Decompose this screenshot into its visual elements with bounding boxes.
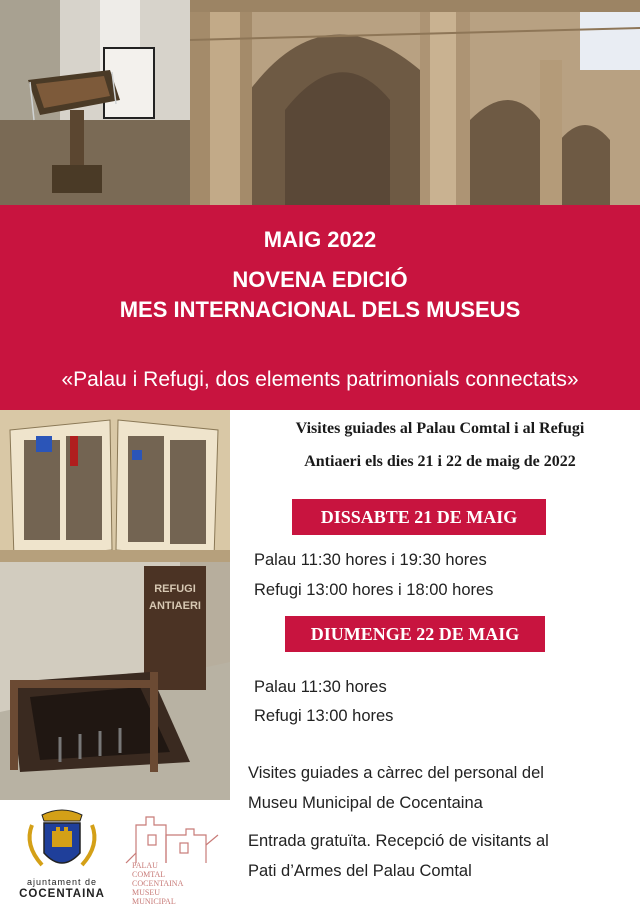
event-title: MES INTERNACIONAL DELS MUSEUS [119,297,521,322]
event-month: MAIG 2022 [263,227,377,252]
info-entry-line-1: Entrada gratuïta. Recepció de visitants al [248,832,549,850]
photo-air-raid-shelter [0,562,230,800]
schedule-sunday-refugi: Refugi 13:00 hores [254,707,394,725]
info-guides-line-1: Visites guiades a càrrec del personal del [248,764,544,782]
palau-label-line: COCENTAINA [132,879,184,888]
photo-manuscript [0,410,230,562]
intro-line-1: Visites guiades al Palau Comtal i al Refugi [295,420,585,437]
manuscript-illustration [0,410,230,562]
event-edition: NOVENA EDICIÓ [232,267,408,292]
palau-label-line: PALAU [132,861,158,870]
schedule-sunday-palau: Palau 11:30 hores [254,678,387,696]
schedule-saturday-palau: Palau 11:30 hores i 19:30 hores [254,551,487,569]
palau-tower-icon [106,805,226,865]
day-badge-saturday: DISSABTE 21 DE MAIG [292,499,546,535]
shelter-sign-refugi: REFUGI [154,583,196,595]
day-badge-sunday: DIUMENGE 22 DE MAIG [285,616,545,652]
palau-label-line: COMTAL [132,870,166,879]
hero-photo-lectern [0,0,190,205]
palau-label-line: MUSEU MUNICIPAL [132,888,176,905]
cocentaina-label: COCENTAINA [19,888,105,900]
shelter-illustration [0,562,230,800]
palau-comtal-logo [106,805,226,903]
ajuntament-cocentaina-logo [12,805,112,903]
lectern-illustration [0,0,190,205]
event-theme-quote: «Palau i Refugi, dos elements patrimonials connectats» [61,368,579,391]
arcade-illustration [190,0,640,205]
coat-of-arms-icon [12,805,112,877]
schedule-saturday-refugi: Refugi 13:00 hores i 18:00 hores [254,581,494,599]
hero-photo-strip [0,0,640,205]
palau-comtal-label [132,861,202,905]
ajuntament-label: ajuntament de [26,877,98,887]
intro-line-2: Antiaeri els dies 21 i 22 de maig de 2022 [304,453,576,470]
hero-photo-palace-arcade [190,0,640,205]
shelter-sign-antiaeri: ANTIAERI [149,600,201,612]
info-guides-line-2: Museu Municipal de Cocentaina [248,794,483,812]
info-entry-line-2: Pati d’Armes del Palau Comtal [248,862,472,880]
event-banner [0,205,640,410]
